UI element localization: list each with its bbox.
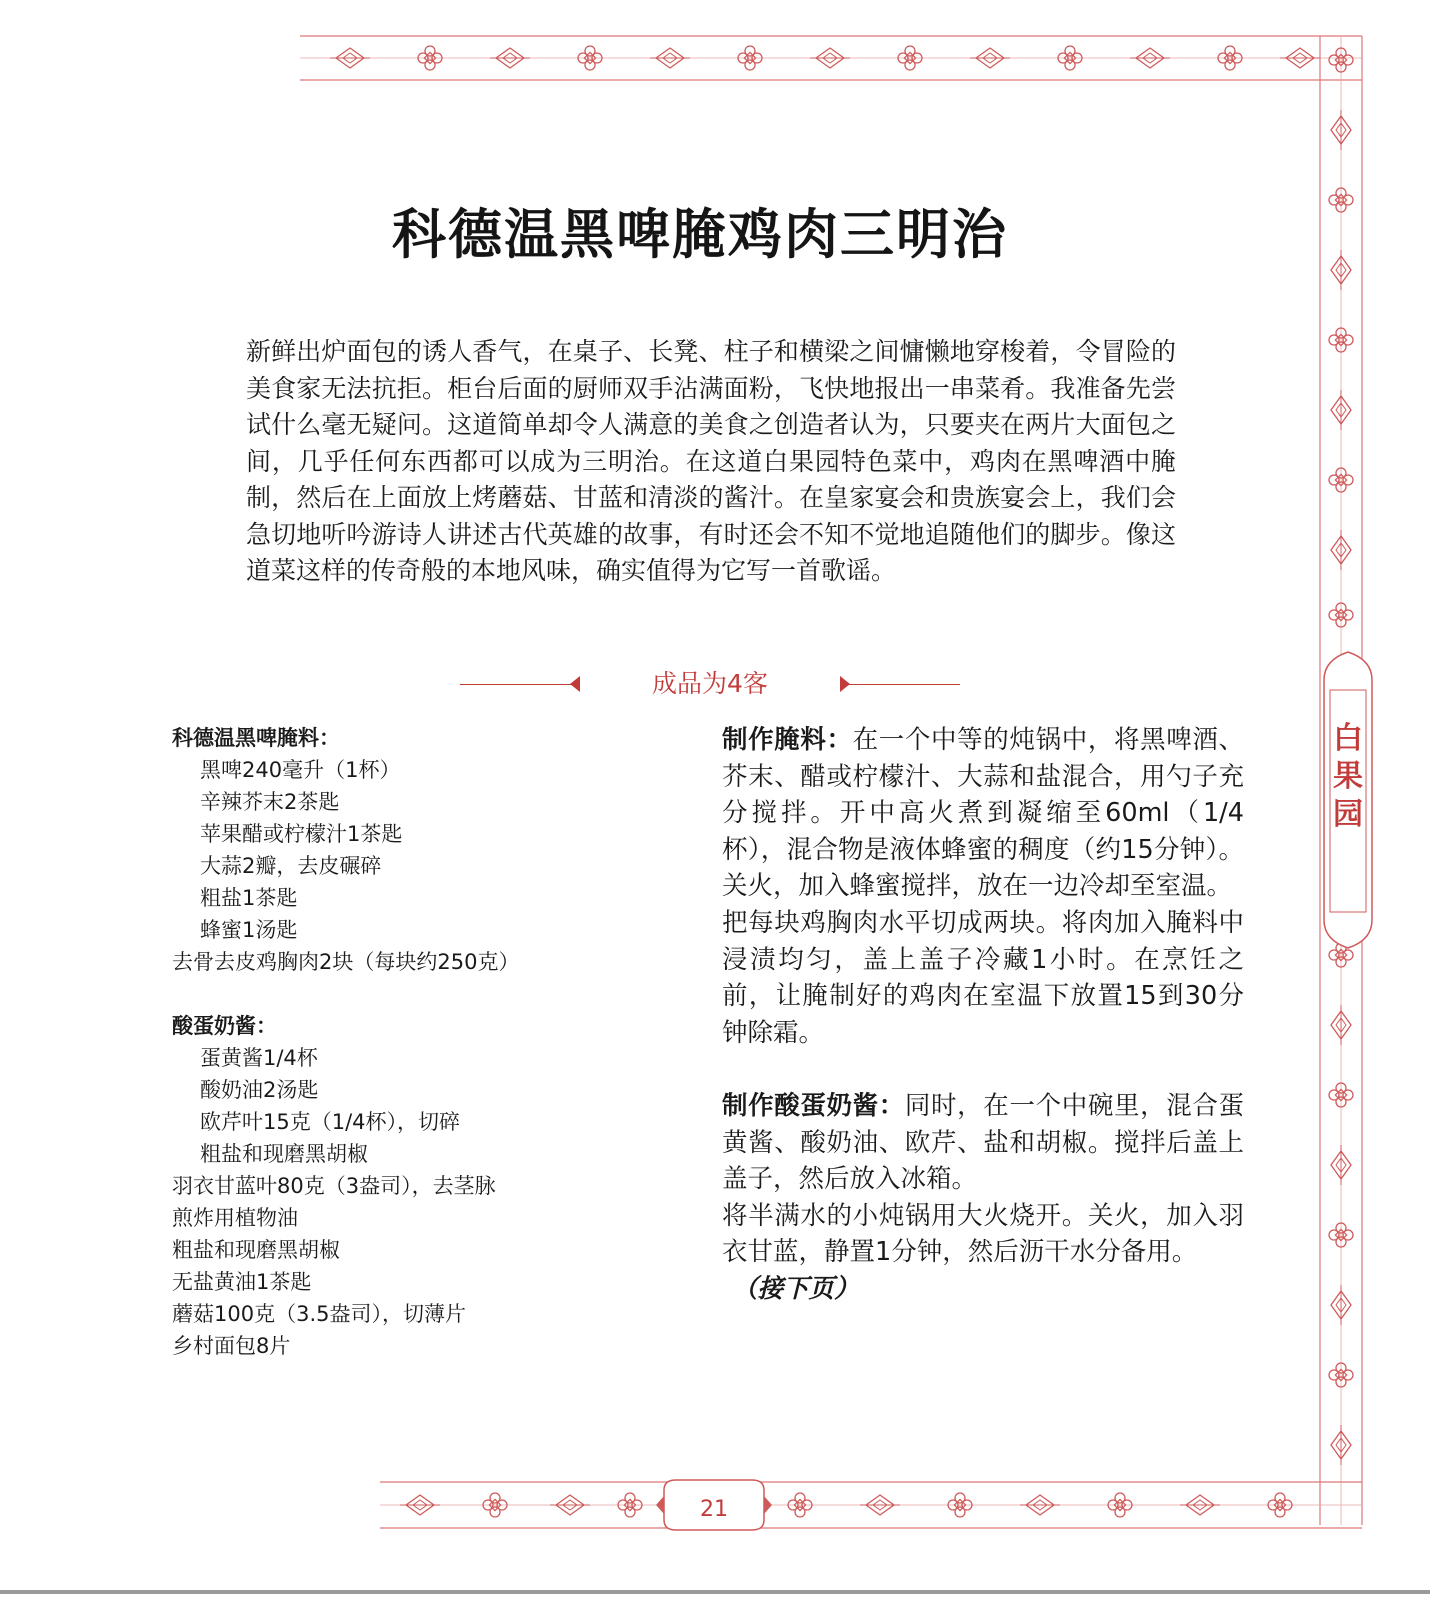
instruction-step: 把每块鸡胸肉水平切成两块。将肉加入腌料中浸渍均匀，盖上盖子冷藏1小时。在烹饪之前，让腌制好的鸡肉在室温下放置15到30分钟除霜。 bbox=[722, 907, 1244, 1048]
recipe-title: 科德温黑啤腌鸡肉三明治 bbox=[392, 203, 1008, 266]
ingredient-item: 粗盐和现磨黑胡椒 bbox=[172, 1238, 340, 1262]
chapter-tab-char: 果 bbox=[1333, 759, 1363, 794]
instruction-step bbox=[722, 1088, 1244, 1198]
servings-text: 成品为4客 bbox=[652, 669, 768, 698]
ingredient-item: 欧芹叶15克（1/4杯），切碎 bbox=[200, 1110, 461, 1134]
ingredient-item: 辛辣芥末2茶匙 bbox=[200, 790, 340, 814]
ingredient-item: 大蒜2瓣，去皮碾碎 bbox=[200, 854, 382, 878]
scan-edge-divider bbox=[0, 1590, 1430, 1594]
ingredient-item: 蛋黄酱1/4杯 bbox=[200, 1046, 318, 1070]
ingredient-item: 去骨去皮鸡胸肉2块（每块约250克） bbox=[172, 950, 520, 974]
ingredient-item: 乡村面包8片 bbox=[172, 1334, 291, 1358]
ingredients-column bbox=[172, 722, 692, 1362]
ingredient-item: 煎炸用植物油 bbox=[172, 1206, 298, 1230]
ingredient-item: 苹果醋或柠檬汁1茶匙 bbox=[200, 822, 403, 846]
servings-divider bbox=[460, 664, 960, 704]
ingredient-item: 蘑菇100克（3.5盎司），切薄片 bbox=[172, 1302, 466, 1326]
instructions-column bbox=[722, 722, 1244, 1308]
ingredient-item: 无盐黄油1茶匙 bbox=[172, 1270, 312, 1294]
step-text: 同时，在一个中碗里，混合蛋黄酱、酸奶油、欧芹、盐和胡椒。搅拌后盖上盖子，然后放入冰箱。 bbox=[722, 1090, 1244, 1195]
ingredient-item: 黑啤240毫升（1杯） bbox=[200, 758, 401, 782]
chapter-tab-label bbox=[1324, 720, 1372, 834]
marinade-heading: 科德温黑啤腌料： bbox=[172, 726, 340, 750]
continued-note: （接下页） bbox=[732, 1273, 860, 1304]
page-number: 21 bbox=[700, 1497, 728, 1522]
ingredient-item: 羽衣甘蓝叶80克（3盎司），去茎脉 bbox=[172, 1174, 496, 1198]
instruction-step bbox=[722, 722, 1244, 905]
instruction-step: 将半满水的小炖锅用大火烧开。关火，加入羽衣甘蓝，静置1分钟，然后沥干水分备用。 bbox=[722, 1200, 1244, 1268]
ingredient-item: 酸奶油2汤匙 bbox=[200, 1078, 319, 1102]
ingredient-item: 蜂蜜1汤匙 bbox=[200, 918, 298, 942]
chapter-tab-char: 园 bbox=[1333, 797, 1363, 832]
intro-paragraph: 新鲜出炉面包的诱人香气，在桌子、长凳、柱子和横梁之间慵懒地穿梭着，令冒险的美食家无法抗拒。柜台后面的厨师双手沾满面粉，飞快地报出一串菜肴。我准备先尝试什么毫无疑问。这道简单却令人满意的美食之创造者认为，只要夹在两片大面包之间，几乎任何东西都可以成为三明治。在这道白果园特色菜中，鸡肉在黑啤酒中腌制，然后在上面放上烤蘑菇、甘蓝和清淡的酱汁。在皇家宴会和贵族宴会上，我们会急切地听吟游诗人讲述古代英雄的故事，有时还会不知不觉地追随他们的脚步。像这道菜这样的传奇般的本地风味，确实值得为它写一首歌谣。 bbox=[246, 337, 1176, 585]
ingredient-item: 粗盐和现磨黑胡椒 bbox=[200, 1142, 368, 1166]
chapter-tab-char: 白 bbox=[1333, 721, 1363, 756]
spacer bbox=[722, 1051, 1244, 1088]
spacer bbox=[172, 978, 692, 1010]
ingredient-item: 粗盐1茶匙 bbox=[200, 886, 298, 910]
divider-line-right bbox=[842, 684, 960, 685]
sauce-heading: 酸蛋奶酱： bbox=[172, 1014, 277, 1038]
chapter-tab bbox=[1324, 652, 1372, 920]
step-label: 制作酸蛋奶酱： bbox=[722, 1090, 905, 1121]
step-text: 在一个中等的炖锅中，将黑啤酒、芥末、醋或柠檬汁、大蒜和盐混合，用勺子充分搅拌。开中高火煮到凝缩至60ml（1/4杯），混合物是液体蜂蜜的稠度（约15分钟）。关火，加入蜂蜜搅拌，放在一边冷却至室温。 bbox=[722, 725, 1244, 902]
step-label: 制作腌料： bbox=[722, 725, 853, 755]
